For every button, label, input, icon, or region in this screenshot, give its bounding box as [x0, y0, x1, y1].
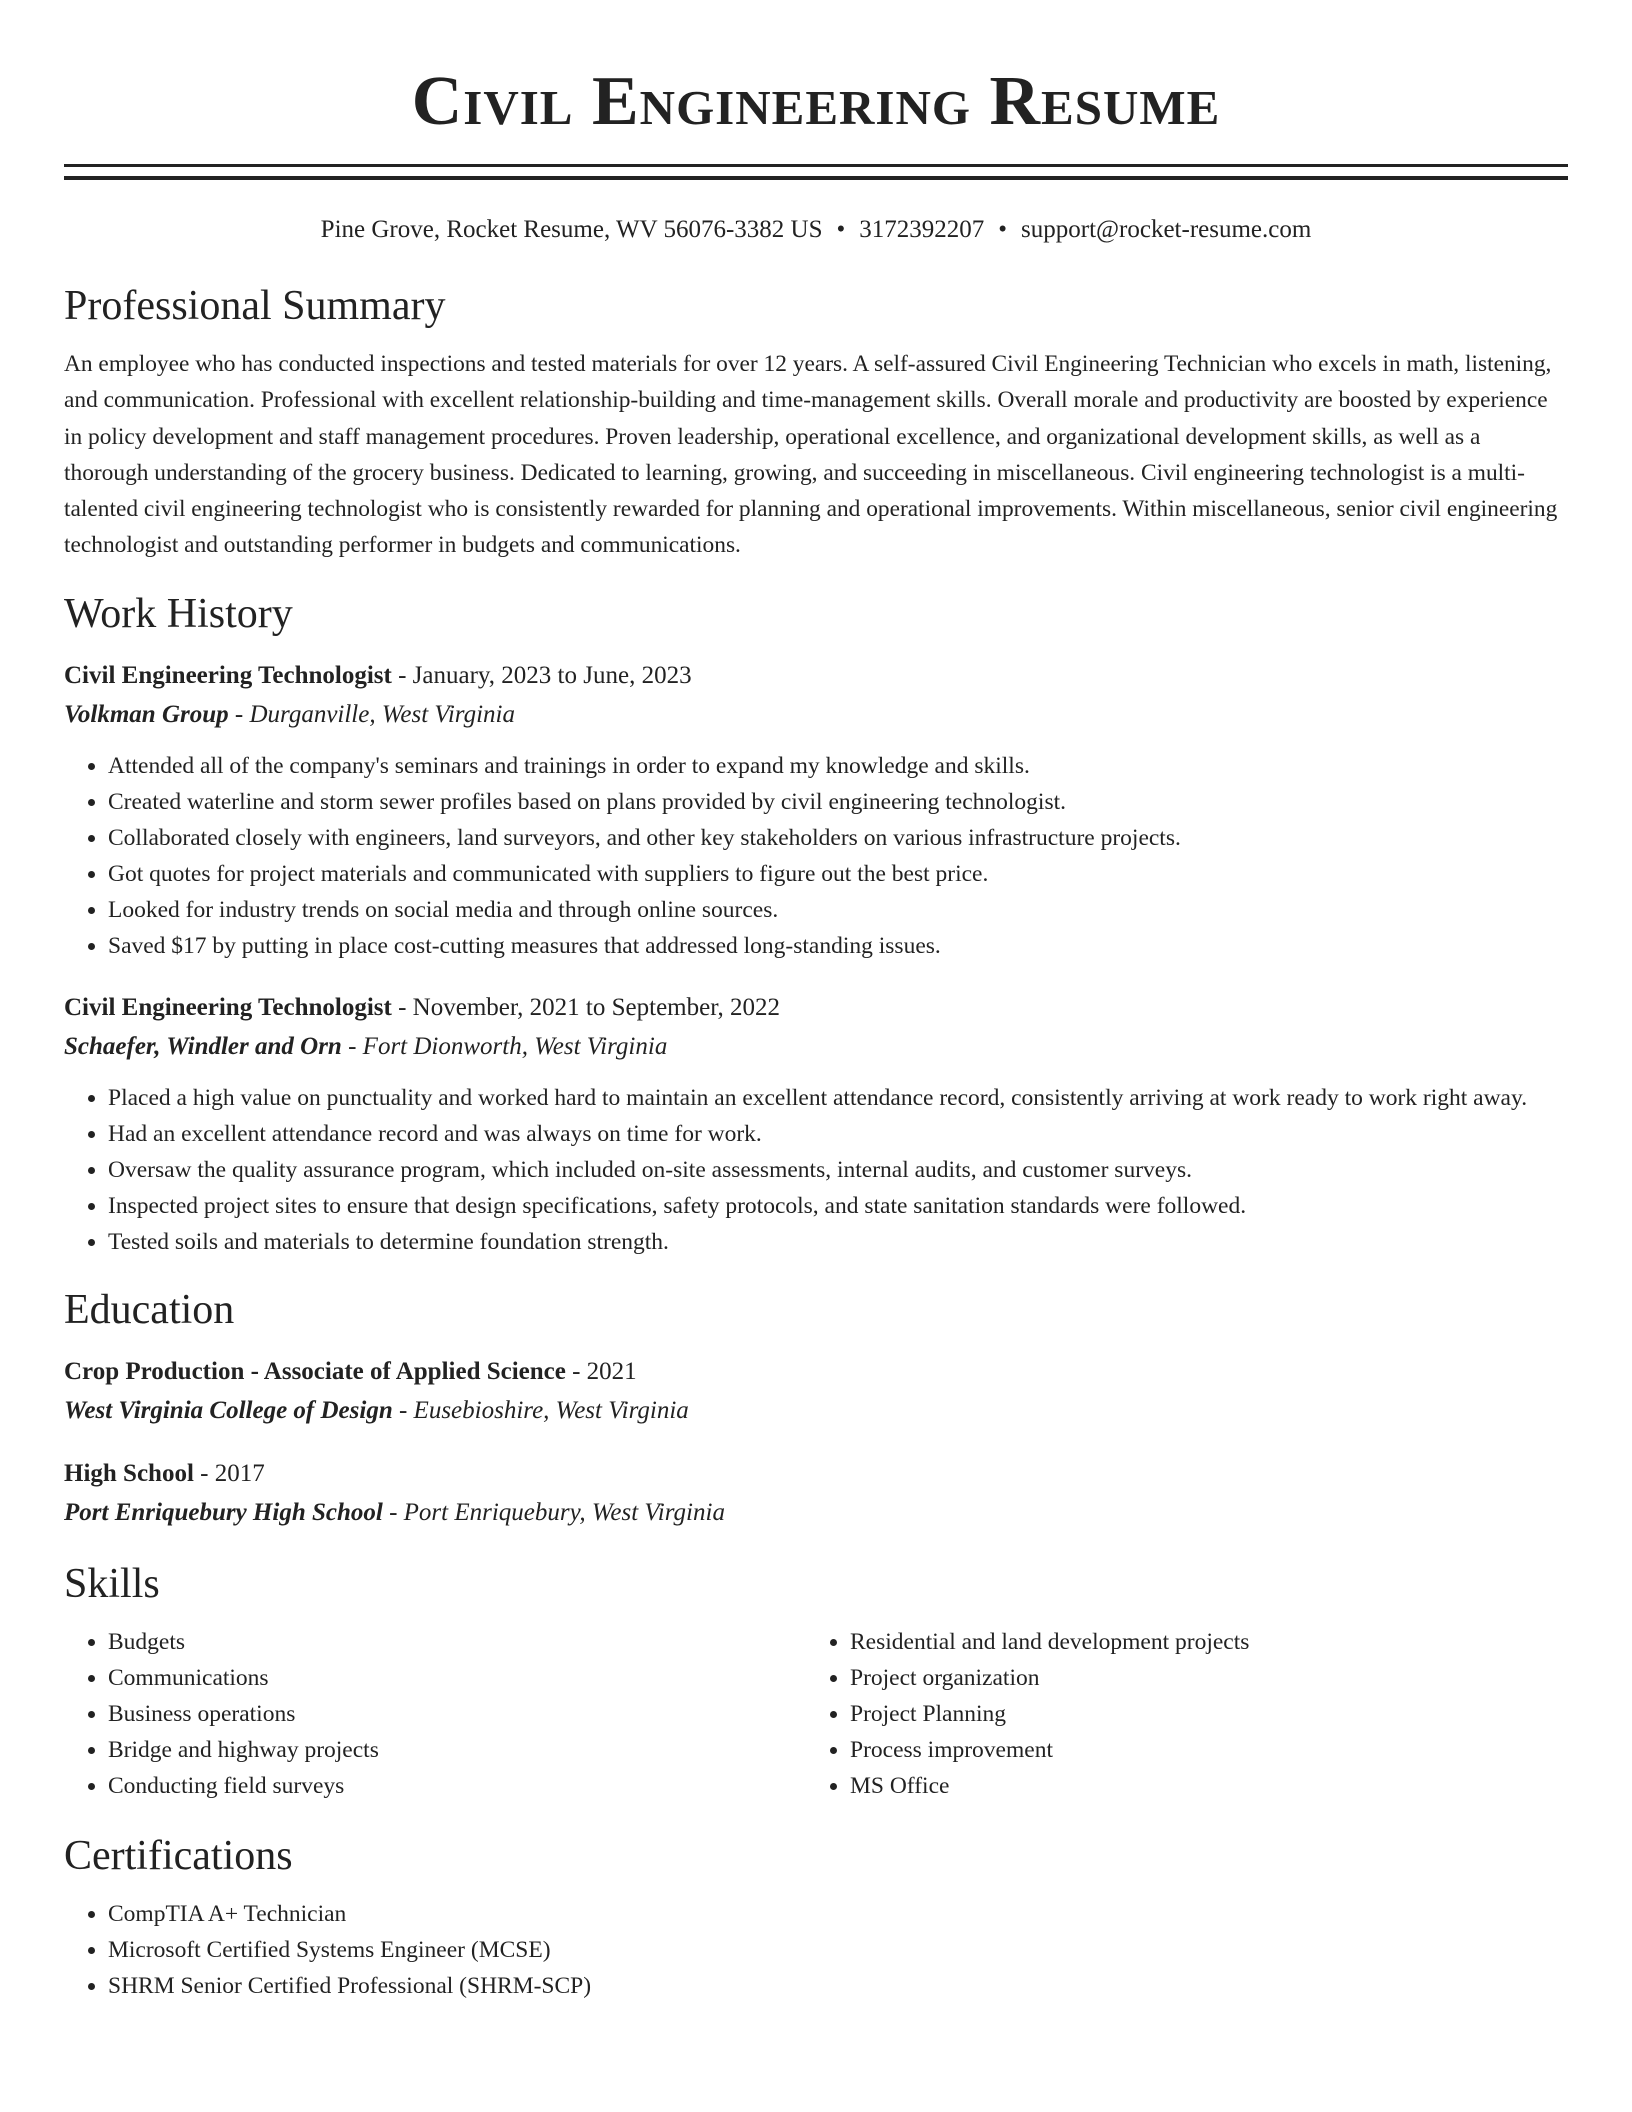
education-heading: Education: [64, 1286, 235, 1333]
list-item: • Collaborated closely with engineers, land surveyors, and other key stakeholders on various infrastructure projects.: [108, 820, 1568, 856]
contact-address: Pine Grove, Rocket Resume, WV 56076-3382 US: [320, 216, 823, 243]
job-entry: [64, 656, 1568, 964]
list-item: • Project organization: [850, 1660, 1566, 1696]
school-location: - Port Enriquebury, West Virginia: [382, 1498, 725, 1526]
contact-line: [64, 214, 1568, 246]
title-double-rule: [64, 164, 1568, 180]
list-item: • Business operations: [108, 1696, 806, 1732]
job-title: Civil Engineering Technologist: [64, 993, 392, 1021]
degree-year: - 2021: [565, 1357, 637, 1385]
list-item: • Had an excellent attendance record and was always on time for work.: [108, 1116, 1568, 1152]
school-line: [64, 1391, 1568, 1430]
list-item: • Microsoft Certified Systems Engineer (MCSE): [108, 1932, 1568, 1968]
job-dates: - January, 2023 to June, 2023: [391, 661, 692, 689]
degree-name: High School: [64, 1459, 194, 1487]
list-item: • Conducting field surveys: [108, 1768, 806, 1804]
job-employer-line: [64, 695, 1568, 734]
list-item: • Saved $17 by putting in place cost-cutting measures that addressed long-standing issues.: [108, 928, 1568, 964]
job-title-line: [64, 988, 1568, 1027]
summary-text: An employee who has conducted inspections and tested materials for over 12 years. A self-assured Civil Engineering Technician who excels in math, listening, and communication. Professional with excellent relationship-building and time-management skills. Overall morale and productivity are boosted by experience in policy development and staff management procedures. Proven leadership, operational excellence, and organizational development skills, as well as a thorough understanding of the grocery business. Dedicated to learning, growing, and succeeding in miscellaneous. Civil engineering technologist is a multi-talented civil engineering technologist who is consistently rewarded for planning and operational improvements. Within miscellaneous, senior civil engineering technologist and outstanding performer in budgets and communications.: [64, 351, 1558, 559]
list-item: • Inspected project sites to ensure that design specifications, safety protocols, and state sanitation standards were followed.: [108, 1188, 1568, 1224]
job-entry: [64, 988, 1568, 1260]
list-item: • Budgets: [108, 1624, 806, 1660]
certifications-heading: Certifications: [64, 1832, 293, 1879]
work-history-heading: Work History: [64, 590, 293, 637]
degree-year: - 2017: [193, 1459, 265, 1487]
job-location: - Fort Dionworth, West Virginia: [341, 1032, 668, 1060]
job-title: Civil Engineering Technologist: [64, 661, 392, 689]
list-item: • Placed a high value on punctuality and worked hard to maintain an excellent attendance record, consistently arriving at work ready to work right away.: [108, 1080, 1568, 1116]
school-name: Port Enriquebury High School: [64, 1498, 383, 1526]
list-item: • Looked for industry trends on social media and through online sources.: [108, 892, 1568, 928]
list-item: • SHRM Senior Certified Professional (SHRM-SCP): [108, 1968, 1568, 2004]
list-item: • Created waterline and storm sewer profiles based on plans provided by civil engineering technologist.: [108, 784, 1568, 820]
skills-list-left: [64, 1624, 806, 1804]
skills-list-right: [806, 1624, 1566, 1804]
resume-title: Civil Engineering Resume: [411, 63, 1221, 140]
job-dates: - November, 2021 to September, 2022: [391, 993, 781, 1021]
education-entry: [64, 1352, 1568, 1430]
contact-email[interactable]: support@rocket-resume.com: [1021, 216, 1312, 243]
degree-line: [64, 1352, 1568, 1391]
contact-separator: •: [998, 216, 1008, 243]
degree-name: Crop Production - Associate of Applied Science: [64, 1357, 566, 1385]
job-employer: Schaefer, Windler and Orn: [64, 1032, 342, 1060]
summary-heading: Professional Summary: [64, 283, 446, 329]
list-item: • Process improvement: [850, 1732, 1566, 1768]
job-employer: Volkman Group: [64, 700, 229, 728]
job-duties-list: [64, 1080, 1568, 1260]
education-entry: [64, 1454, 1568, 1532]
list-item: • MS Office: [850, 1768, 1566, 1804]
job-employer-line: [64, 1027, 1568, 1066]
degree-line: [64, 1454, 1568, 1493]
job-duties-list: [64, 748, 1568, 964]
list-item: • Attended all of the company's seminars and trainings in order to expand my knowledge and skills.: [108, 748, 1568, 784]
contact-separator: •: [836, 216, 846, 243]
contact-phone: 3172392207: [859, 216, 985, 243]
list-item: • Got quotes for project materials and communicated with suppliers to figure out the best price.: [108, 856, 1568, 892]
certifications-list: [64, 1896, 1568, 2004]
list-item: • Oversaw the quality assurance program, which included on-site assessments, internal audits, and customer surveys.: [108, 1152, 1568, 1188]
list-item: • Tested soils and materials to determine foundation strength.: [108, 1224, 1568, 1260]
list-item: • Project Planning: [850, 1696, 1566, 1732]
school-location: - Eusebioshire, West Virginia: [392, 1396, 689, 1424]
skills-columns: [64, 1624, 1568, 1804]
job-title-line: [64, 656, 1568, 695]
school-name: West Virginia College of Design: [64, 1396, 393, 1424]
school-line: [64, 1493, 1568, 1532]
list-item: • Bridge and highway projects: [108, 1732, 806, 1768]
list-item: • CompTIA A+ Technician: [108, 1896, 1568, 1932]
list-item: • Communications: [108, 1660, 806, 1696]
skills-heading: Skills: [64, 1560, 160, 1607]
job-location: - Durganville, West Virginia: [228, 700, 515, 728]
list-item: • Residential and land development projects: [850, 1624, 1566, 1660]
